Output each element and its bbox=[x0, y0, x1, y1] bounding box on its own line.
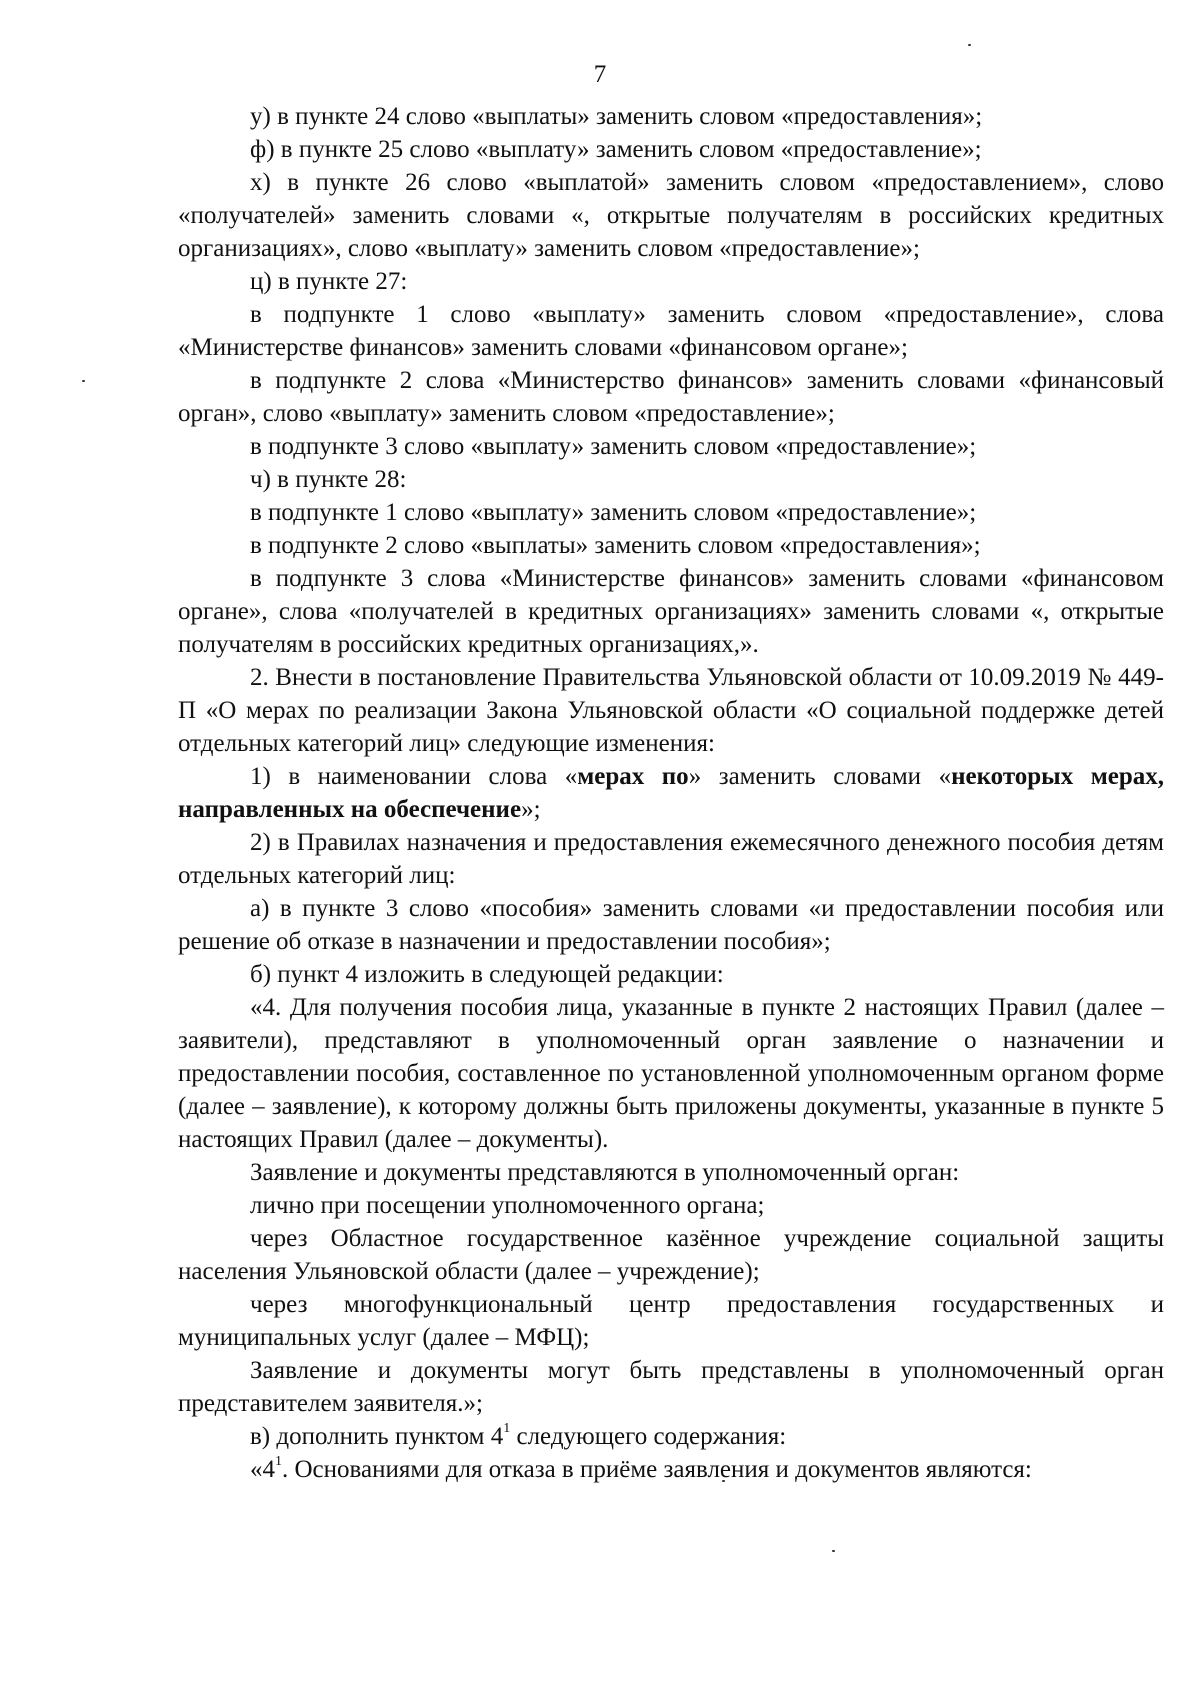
paragraph-point-4-1 bbox=[178, 1453, 1164, 1486]
scan-speck bbox=[832, 1550, 835, 1552]
paragraph-v bbox=[178, 1420, 1164, 1453]
scan-speck bbox=[82, 380, 85, 382]
paragraph-ch-sub1: в подпункте 1 слово «выплату» заменить словом «предоставление»; bbox=[250, 499, 977, 526]
paragraph-point-4-representative: Заявление и документы могут быть представлены в уполномоченный орган представителем заявителя.»; bbox=[178, 1357, 1164, 1417]
paragraph-a: а) в пункте 3 слово «пособия» заменить словами «и предоставлении пособия или решение об отказе в назначении и предоставлении пособия»; bbox=[178, 895, 1164, 955]
superscript: 1 bbox=[503, 1420, 511, 1436]
paragraph-u: у) в пункте 24 слово «выплаты» заменить словом «предоставления»; bbox=[250, 103, 983, 130]
paragraph-point-4-institution: через Областное государственное казённое учреждение социальной защиты населения Ульяновской области (далее – учреждение); bbox=[178, 1225, 1164, 1285]
paragraph-h: х) в пункте 26 слово «выплатой» заменить словом «предоставлением», слово «получателей» заменить словами «, открытые получателям в российских кредитных организациях», слово «выплату» заменить словом «предоставление»; bbox=[178, 169, 1164, 262]
text-run: 1) в наименовании слова « bbox=[250, 763, 578, 790]
paragraph-b: б) пункт 4 изложить в следующей редакции: bbox=[250, 961, 724, 988]
paragraph-point-4-docs: Заявление и документы представляются в уполномоченный орган: bbox=[250, 1159, 960, 1186]
text-run: . Основаниями для отказа в приёме заявления и документов являются: bbox=[282, 1456, 1032, 1483]
text-run: » заменить словами « bbox=[688, 763, 952, 790]
paragraph-point-4-mfc: через многофункциональный центр предоставления государственных и муниципальных услуг (далее – МФЦ); bbox=[178, 1291, 1164, 1351]
bold-text: некоторых мерах, направленных на обеспечение bbox=[178, 763, 1164, 823]
paragraph-point-4: «4. Для получения пособия лица, указанные в пункте 2 настоящих Правил (далее – заявители), представляют в уполномоченный орган заявление о назначении и предоставлении пособия, составленное по установленной уполномоченным органом форме (далее – заявление), к которому должны быть приложены документы, указанные в пункте 5 настоящих Правил (далее – документы). bbox=[178, 994, 1164, 1153]
page-number: 7 bbox=[593, 61, 607, 88]
scan-speck bbox=[968, 44, 971, 46]
paragraph-ch-sub2: в подпункте 2 слово «выплаты» заменить словом «предоставления»; bbox=[250, 532, 981, 559]
paragraph-ts-sub3: в подпункте 3 слово «выплату» заменить словом «предоставление»; bbox=[250, 433, 977, 460]
paragraph-item-2: 2. Внести в постановление Правительства Ульяновской области от 10.09.2019 № 449-П «О мерах по реализации Закона Ульяновской области «О социальной поддержке детей отдельных категорий лиц» следующие изменения: bbox=[178, 664, 1164, 757]
paragraph-ts-sub2: в подпункте 2 слова «Министерство финансов» заменить словами «финансовый орган», слово «выплату» заменить словом «предоставление»; bbox=[178, 367, 1164, 427]
text-run: следующего содержания: bbox=[510, 1423, 787, 1450]
paragraph-f: ф) в пункте 25 слово «выплату» заменить словом «предоставление»; bbox=[250, 136, 982, 163]
paragraph-ch: ч) в пункте 28: bbox=[250, 466, 407, 493]
bold-text: мерах по bbox=[577, 763, 689, 790]
paragraph-point-4-personal: лично при посещении уполномоченного органа; bbox=[250, 1192, 765, 1219]
text-run: «4 bbox=[250, 1456, 275, 1483]
paragraph-ch-sub3: в подпункте 3 слова «Министерстве финансов» заменить словами «финансовом органе», слова «получателей в кредитных организациях» заменить словами «, открытые получателям в российских кредитных организациях,». bbox=[178, 565, 1164, 658]
paragraph-ts-sub1: в подпункте 1 слово «выплату» заменить словом «предоставление», слова «Министерстве финансов» заменить словами «финансовом органе»; bbox=[178, 301, 1164, 361]
text-run: в) дополнить пунктом 4 bbox=[250, 1423, 504, 1450]
paragraph-item-2-2: 2) в Правилах назначения и предоставления ежемесячного денежного пособия детям отдельных категорий лиц: bbox=[178, 829, 1164, 889]
text-run: »; bbox=[521, 796, 541, 823]
paragraph-ts: ц) в пункте 27: bbox=[250, 268, 408, 295]
paragraph-item-2-1 bbox=[178, 760, 1164, 826]
document-body bbox=[178, 100, 1164, 1486]
superscript: 1 bbox=[275, 1453, 282, 1469]
